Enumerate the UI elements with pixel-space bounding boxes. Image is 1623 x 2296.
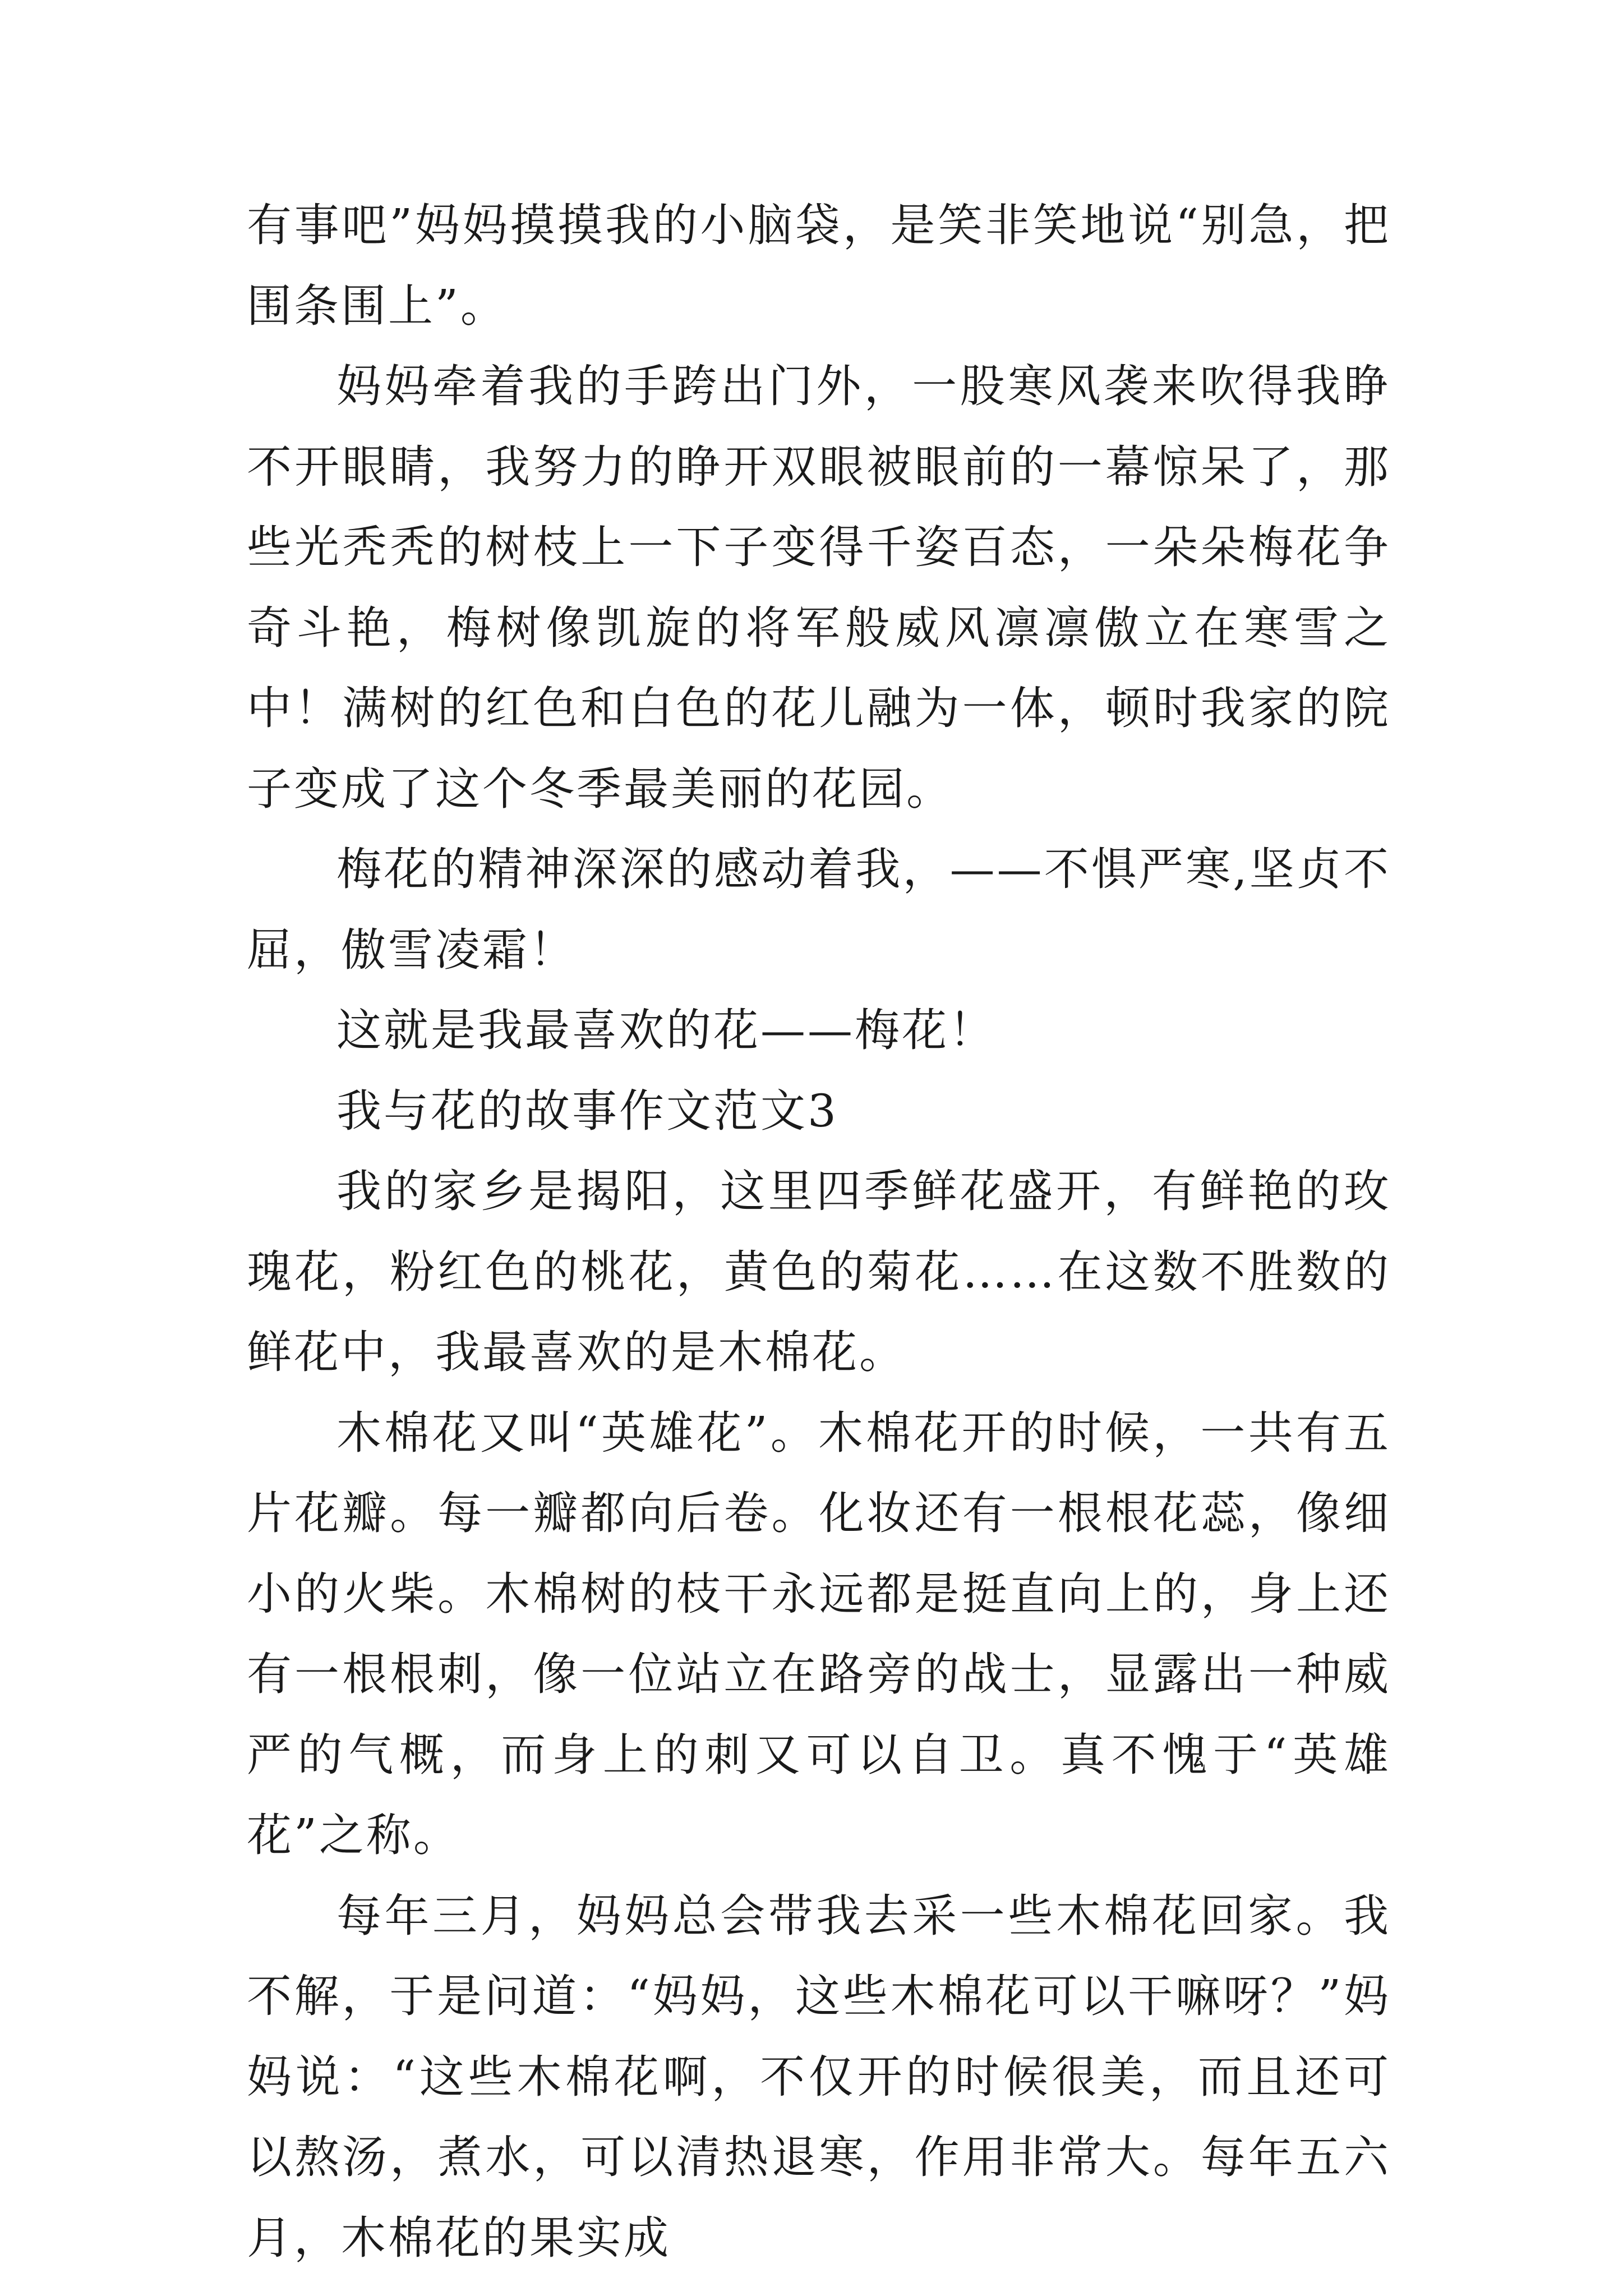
paragraph-1: 有事吧”妈妈摸摸我的小脑袋，是笑非笑地说“别急，把围条围上”。 xyxy=(247,199,1391,332)
paragraph-6: 木棉花又叫“英雄花”。木棉花开的时候，一共有五片花瓣。每一瓣都向后卷。化妆还有一根根花蕊，像细小的火柴。木棉树的枝干永远都是挺直向上的，身上还有一根根刺，像一位站立在路旁的战士，显露出一种威严的气概，而身上的刺又可以自卫。真不愧于“英雄花”之称。 xyxy=(247,1406,1391,1861)
document-body xyxy=(247,185,1391,2278)
section-heading: 我与花的故事作文范文3 xyxy=(336,1084,838,1137)
paragraph-4: 这就是我最喜欢的花——梅花！ xyxy=(336,1004,996,1056)
paragraph-2: 妈妈牵着我的手跨出门外，一股寒风袭来吹得我睁不开眼睛，我努力的睁开双眼被眼前的一幕惊呆了，那些光秃秃的树枝上一下子变得千姿百态，一朵朵梅花争奇斗艳，梅树像凯旋的将军般威风凛凛傲立在寒雪之中！满树的红色和白色的花儿融为一体，顿时我家的院子变成了这个冬季最美丽的花园。 xyxy=(247,360,1391,815)
paragraph-3: 梅花的精神深深的感动着我，——不惧严寒,坚贞不屈，傲雪凌霜！ xyxy=(247,843,1391,976)
paragraph-5: 我的家乡是揭阳，这里四季鲜花盛开，有鲜艳的玫瑰花，粉红色的桃花，黄色的菊花……在这数不胜数的鲜花中，我最喜欢的是木棉花。 xyxy=(247,1165,1391,1378)
paragraph-7: 每年三月，妈妈总会带我去采一些木棉花回家。我不解，于是问道：“妈妈，这些木棉花可以干嘛呀？”妈妈说：“这些木棉花啊，不仅开的时候很美，而且还可以熬汤，煮水，可以清热退寒，作用非常大。每年五六月，木棉花的果实成 xyxy=(247,1889,1391,2264)
